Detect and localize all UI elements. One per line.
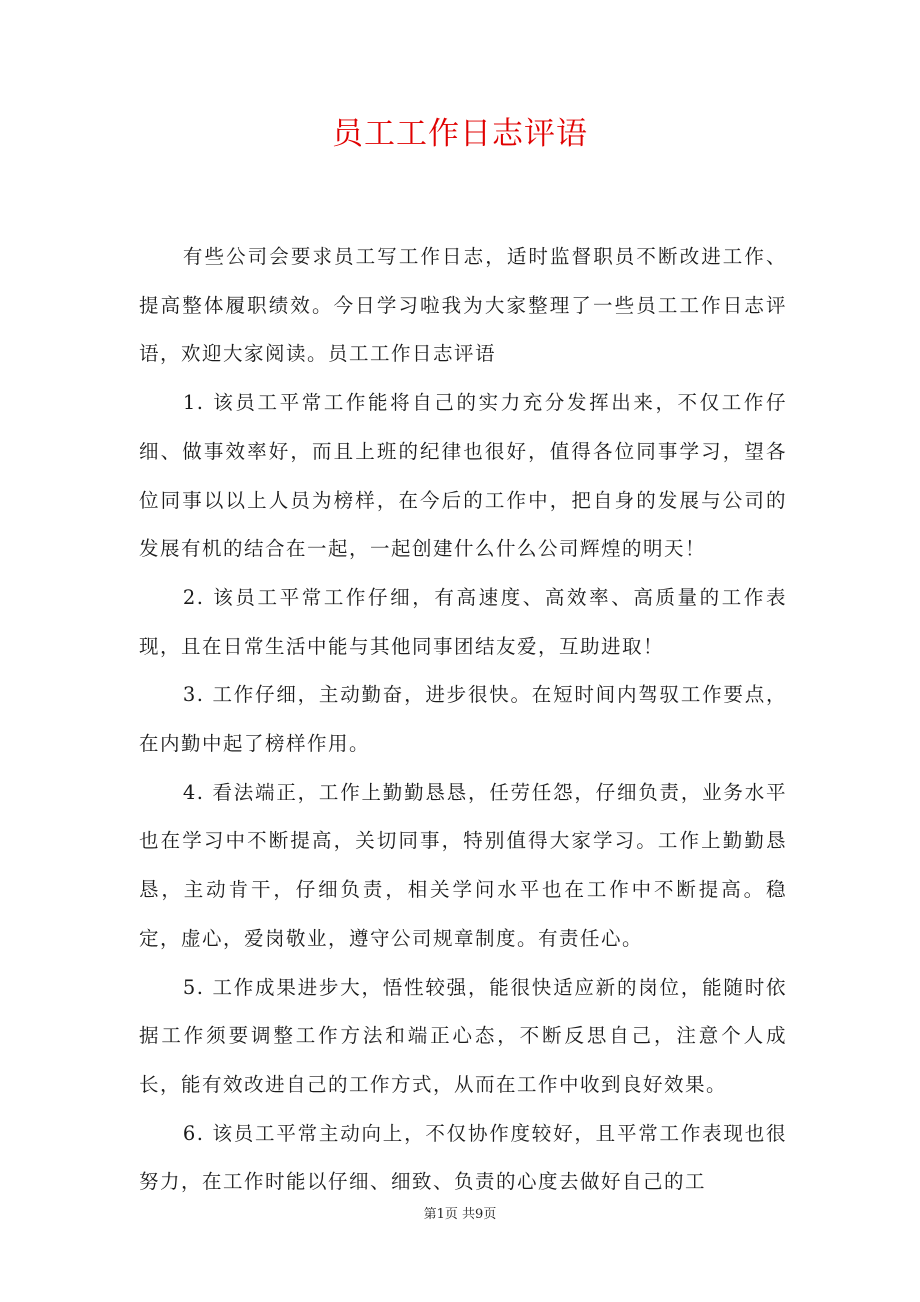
document-title: 员工工作日志评语	[332, 116, 588, 152]
paragraph-item-2: 2. 该员工平常工作仔细，有高速度、高效率、高质量的工作表现，且在日常生活中能与其他同事团结友爱，互助进取！	[139, 585, 787, 658]
paragraph-item-5: 5. 工作成果进步大，悟性较强，能很快适应新的岗位，能随时依据工作须要调整工作方法和端正心态，不断反思自己，注意个人成长，能有效改进自己的工作方式，从而在工作中收到良好效果。	[139, 975, 787, 1096]
paragraph-item-6: 6. 该员工平常主动向上，不仅协作度较好，且平常工作表现也很努力，在工作时能以仔细、细致、负责的心度去做好自己的工	[139, 1121, 787, 1194]
paragraph-item-1: 1. 该员工平常工作能将自己的实力充分发挥出来，不仅工作仔细、做事效率好，而且上班的纪律也很好，值得各位同事学习，望各位同事以以上人员为榜样，在今后的工作中，把自身的发展与公司的发展有机的结合在一起，一起创建什么什么公司辉煌的明天！	[139, 391, 787, 561]
page-number-footer: 第1页 共9页	[423, 1207, 497, 1222]
document-body	[139, 233, 787, 1207]
paragraph-item-3: 3. 工作仔细，主动勤奋，进步很快。在短时间内驾驭工作要点，在内勤中起了榜样作用。	[139, 683, 787, 756]
paragraph-item-4: 4. 看法端正，工作上勤勤恳恳，任劳任怨，仔细负责，业务水平也在学习中不断提高，关切同事，特别值得大家学习。工作上勤勤恳恳，主动肯干，仔细负责，相关学问水平也在工作中不断提高。稳定，虚心，爱岗敬业，遵守公司规章制度。有责任心。	[139, 780, 787, 950]
paragraph-intro: 有些公司会要求员工写工作日志，适时监督职员不断改进工作、提高整体履职绩效。今日学习啦我为大家整理了一些员工工作日志评语，欢迎大家阅读。员工工作日志评语	[139, 245, 787, 366]
